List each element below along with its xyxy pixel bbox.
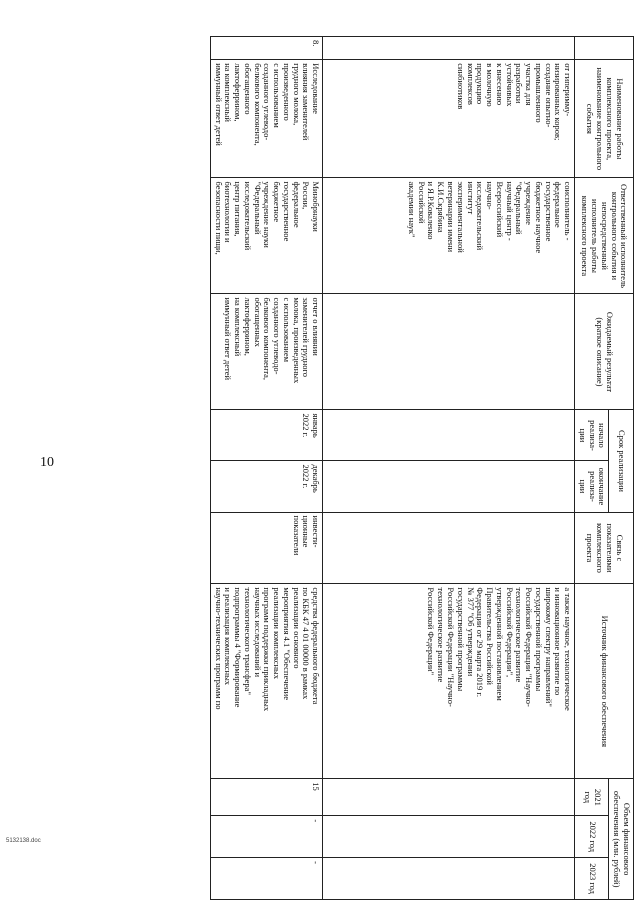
cell-responsible: Минобрнауки России, федеральное государственное бюджетное учреждение науки "Федеральный исследовательский центр питания, биотехнологии и безопасности пищи, [210,178,322,294]
header-2022: 2022 год [575,816,609,858]
header-2023: 2023 год [575,858,609,900]
cell-2022 [323,816,575,858]
header-start: начало реализа-ции [575,410,609,461]
header-link: Связь с показателями комплексного проекта [575,512,634,584]
cell-end: декабрь 2022 г. [210,461,322,512]
header-2021: 2021 год [575,779,609,816]
header-result: Ожидаемый результат (краткое описание) [575,294,634,410]
cell-2022: - [210,816,322,858]
cell-work-name: от гиперимму- низированных коров; создание опытно- промышленного участка для разработки устойчивых к внесению в молочную продукцию комплексов синбиотиков [323,60,575,178]
cell-2021 [323,779,575,816]
cell-start [323,410,575,461]
header-source: Источник финансового обеспечения [575,584,634,779]
header-num [575,37,634,60]
cell-num: 8. [210,37,322,60]
cell-link [323,512,575,584]
cell-2023 [323,858,575,900]
cell-responsible: соисполнитель - федеральное государственное бюджетное научное учреждение "Федеральный научный центр - Всероссийский научно- исследовательский институт экспериментальной ветеринарии имени К.И.Скрябина и Я.Р.Коваленко Российской академии наук" [323,178,575,294]
header-row-1 [609,37,634,900]
cell-source: а также научное, технологическое и инновационное развитие по широкому спектру направлений" государственной программы Российской Федерации "Научно- технологическое развитие Российской Федерации", утвержденной постановлением Правительства Российской Федерации от 29 марта 2019 г. № 377 "Об утверждении государственной программы Российской Федерации "Научно- технологическое развитие Российской Федерации" [323,584,575,779]
document-id: 5132138.doc [6,838,41,844]
header-period: Срок реализации [609,410,634,512]
rotated-page-content [74,36,634,900]
cell-num [323,37,575,60]
cell-result: отчет о влиянии заменителей грудного молока, произведенных с использованием созданного углеводо- белкового компонента, обогащенных лактоферрином, на комплексный иммунный ответ детей [210,294,322,410]
table-row [323,37,575,900]
cell-source: средства федерального бюджета по КБК 47 4 01 00000 в рамках реализации основного мероприятия 4.1 "Обеспечение реализации комплексных программ поддержки прикладных научных исследований и технологического трансфера" подпрограммы 4 "Формирование и реализация комплексных научно-технических программ по [210,584,322,779]
cell-end [323,461,575,512]
header-volume: Объем финансового обеспечения (млн. рублей) [609,779,634,900]
cell-2023: - [210,858,322,900]
header-responsible: Ответственный исполнитель контрольного события и непосредственный исполнитель работы комплексного проекта [575,178,634,294]
page-number: 10 [40,455,54,470]
cell-link: инвести- ционные показатели [210,512,322,584]
cell-work-name: Исследование влияния заменителей грудного молока, произведенного с использованием созданного углеводо- белкового компонента, обогащенного лактоферрином, на комплексный иммунный ответ детей [210,60,322,178]
cell-2021: 15 [210,779,322,816]
header-end: окончание реализа-ции [575,461,609,512]
cell-start: январь 2022 г. [210,410,322,461]
table-row [210,37,322,900]
cell-result [323,294,575,410]
project-works-table [210,36,634,900]
header-work-name: Наименование работы комплексного проекта, наименование контрольного события [575,60,634,178]
